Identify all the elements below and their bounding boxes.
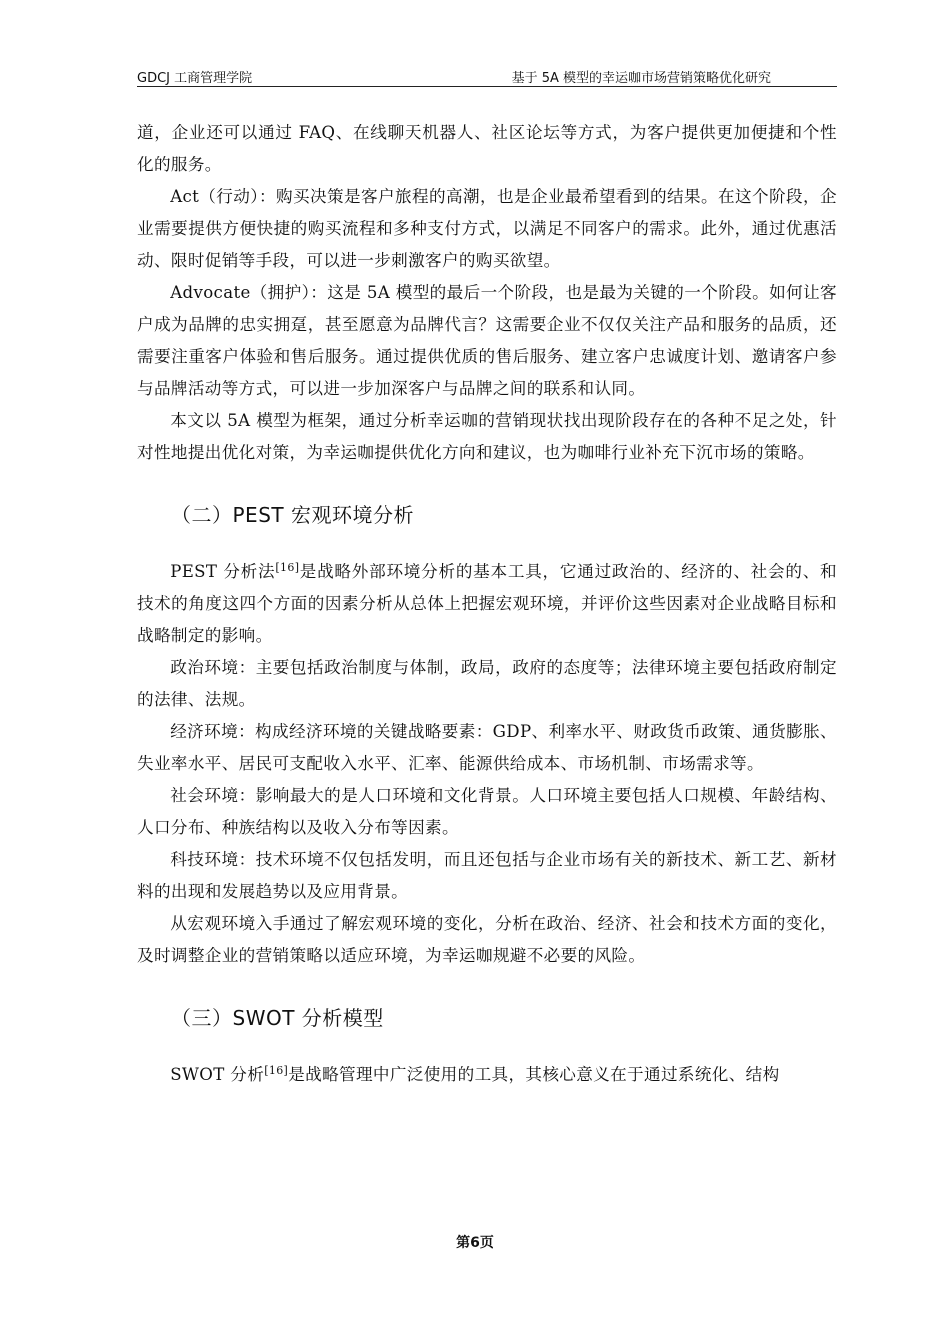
paragraph-pest-intro: [137, 556, 837, 652]
page-body: [137, 117, 837, 1091]
paragraph-swot-intro: [137, 1059, 837, 1091]
paragraph-technology: 科技环境：技术环境不仅包括发明，而且还包括与企业市场有关的新技术、新工艺、新材料的出现和发展趋势以及应用背景。: [137, 850, 837, 901]
header-thesis-title: 基于 5A 模型的幸运咖市场营销策略优化研究: [511, 71, 771, 86]
paragraph-continued: 道，企业还可以通过 FAQ、在线聊天机器人、社区论坛等方式，为客户提供更加便捷和个性化的服务。: [137, 123, 837, 174]
pest-intro-lead: PEST 分析法: [170, 562, 276, 581]
page-header: [137, 66, 837, 87]
paragraph-economic: 经济环境：构成经济环境的关键战略要素：GDP、利率水平、财政货币政策、通货膨胀、失业率水平、居民可支配收入水平、汇率、能源供给成本、市场机制、市场需求等。: [137, 722, 837, 773]
section-heading-pest: （二）PEST 宏观环境分析: [171, 503, 414, 527]
paragraph-act: Act（行动）：购买决策是客户旅程的高潮，也是企业最希望看到的结果。在这个阶段，企业需要提供方便快捷的购买流程和多种支付方式，以满足不同客户的需求。此外，通过优惠活动、限时促销等手段，可以进一步刺激客户的购买欲望。: [137, 187, 837, 270]
citation-ref: [16]: [264, 1064, 289, 1077]
paragraph-advocate: Advocate（拥护）：这是 5A 模型的最后一个阶段，也是最为关键的一个阶段。如何让客户成为品牌的忠实拥趸，甚至愿意为品牌代言？这需要企业不仅仅关注产品和服务的品质，还需要注重客户体验和售后服务。通过提供优质的售后服务、建立客户忠诚度计划、邀请客户参与品牌活动等方式，可以进一步加深客户与品牌之间的联系和认同。: [137, 283, 837, 398]
pest-intro-body: 是战略外部环境分析的基本工具，它通过政治的、经济的、社会的、和技术的角度这四个方面的因素分析从总体上把握宏观环境，并评价这些因素对企业战略目标和战略制定的影响。: [137, 562, 837, 645]
swot-intro-lead: SWOT 分析: [170, 1065, 265, 1084]
header-school: GDCJ 工商管理学院: [137, 71, 253, 86]
swot-intro-body: 是战略管理中广泛使用的工具，其核心意义在于通过系统化、结构: [288, 1065, 780, 1084]
paragraph-social: 社会环境：影响最大的是人口环境和文化背景。人口环境主要包括人口规模、年龄结构、人口分布、种族结构以及收入分布等因素。: [137, 786, 837, 837]
citation-ref: [16]: [275, 561, 300, 574]
page-number: 第6页: [456, 1235, 494, 1251]
section-heading-swot: （三）SWOT 分析模型: [171, 1006, 384, 1030]
paragraph-framework: 本文以 5A 模型为框架，通过分析幸运咖的营销现状找出现阶段存在的各种不足之处，针对性地提出优化对策，为幸运咖提供优化方向和建议，也为咖啡行业补充下沉市场的策略。: [137, 411, 837, 462]
paragraph-political: 政治环境：主要包括政治制度与体制，政局，政府的态度等；法律环境主要包括政府制定的法律、法规。: [137, 658, 837, 709]
paragraph-pest-summary: 从宏观环境入手通过了解宏观环境的变化，分析在政治、经济、社会和技术方面的变化，及时调整企业的营销策略以适应环境，为幸运咖规避不必要的风险。: [137, 914, 837, 965]
